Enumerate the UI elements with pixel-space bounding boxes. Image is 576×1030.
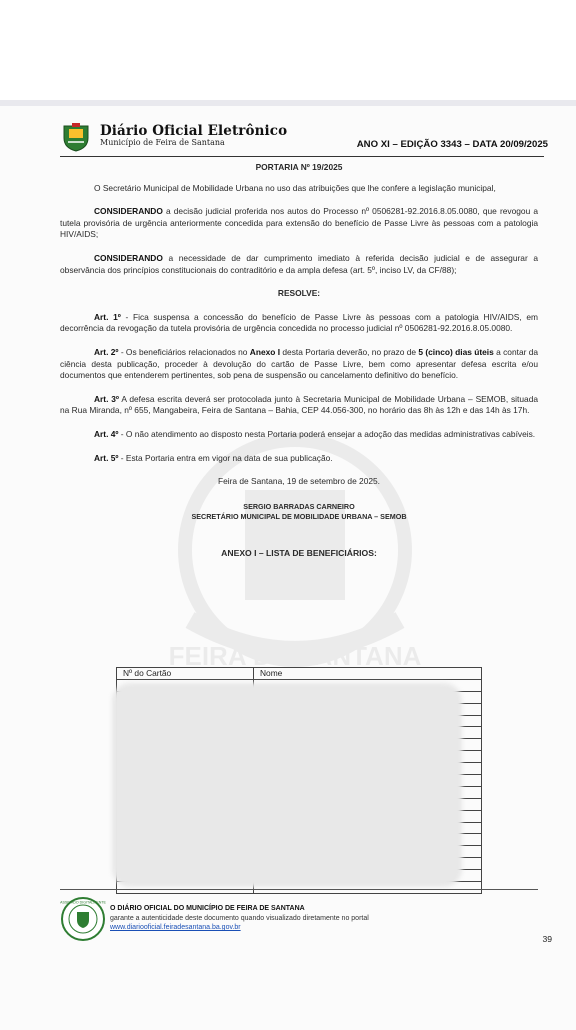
article-2-text-c: a contar da ciência desta publicação, proceder à devolução do cartão de Passe Livre, bem como apresentar defesa escrita e/ou documentos que entenderem pertinentes, sob pena de suspensão ou cancelamento definitivo do benefício. <box>60 346 539 381</box>
digital-signature-seal-icon <box>60 896 106 942</box>
viewer-top-area <box>0 0 576 100</box>
annex-title: ANEXO I – LISTA DE BENEFICIÁRIOS: <box>221 547 377 558</box>
watermark-text: FEIRA DE SANTANA <box>168 641 422 671</box>
gazette-title: Diário Oficial Eletrônico <box>100 123 288 139</box>
city-crest-icon <box>60 120 92 152</box>
table-header-row <box>117 668 482 680</box>
gazette-subtitle: Município de Feira de Santana <box>100 138 225 147</box>
column-header-name: Nome <box>254 668 482 680</box>
page-number: 39 <box>542 934 552 944</box>
seal-text: ASSINADO DIGITALMENTE <box>60 900 106 905</box>
article-5-text: - Esta Portaria entra em vigor na data de sua publicação. <box>118 452 333 463</box>
gazette-brand <box>100 123 287 147</box>
considerando-1-lead: CONSIDERANDO <box>94 206 163 217</box>
article-5-lead: Art. 5º <box>94 452 119 463</box>
footer-rule <box>60 889 538 890</box>
considerando-2-text: a necessidade de dar cumprimento imediato à referida decisão judicial e de assegurar a observância dos princípios constitucionais do contraditório e da ampla defesa (art. 5º, inciso LV, da CF/88); <box>60 252 538 275</box>
footer-notice <box>110 904 369 933</box>
signer-name: SERGIO BARRADAS CARNEIRO <box>243 501 355 511</box>
resolve-heading: RESOLVE: <box>277 288 321 299</box>
article-3-lead: Art. 3º <box>94 393 119 404</box>
considerando-1-text: a decisão judicial proferida nos autos do Processo nº 0506281-92.2016.8.05.0080, que revogou a tutela provisória de urgência anteriormente concedida para extensão do benefício de Passe Livre às pessoas com a patologia HIV/AIDS; <box>60 206 538 240</box>
article-2-text-a: - Os beneficiários relacionados no <box>118 346 250 357</box>
article-2-text-b: desta Portaria deverão, no prazo de <box>280 346 419 357</box>
column-header-card-number: Nº do Cartão <box>117 668 254 680</box>
footer-title: O DIÁRIO OFICIAL DO MUNICÍPIO DE FEIRA DE SANTANA <box>110 905 305 912</box>
intro-paragraph: O Secretário Municipal de Mobilidade Urbana no uso das atribuições que lhe confere a legislação municipal, <box>94 182 496 193</box>
edition-info: ANO XI – EDIÇÃO 3343 – DATA 20/09/2025 <box>356 139 548 150</box>
article-2-lead: Art. 2º <box>94 346 119 357</box>
article-1-lead: Art. 1º <box>94 311 121 322</box>
header-rule <box>60 156 544 157</box>
article-2 <box>60 347 538 382</box>
portal-link[interactable]: www.diariooficial.feiradesantana.ba.gov.br <box>110 924 241 931</box>
article-4 <box>60 429 538 441</box>
article-1 <box>60 312 538 335</box>
article-3 <box>60 394 538 417</box>
gazette-header <box>60 118 548 156</box>
considerando-2 <box>60 253 538 276</box>
article-1-text: - Fica suspensa a concessão do benefício de Passe Livre às pessoas com a patologia HIV/AIDS, em decorrência da revogação da tutela provisória de urgência concedida no processo judicial nº 0506281-92.2016.8.05.0080. <box>60 311 538 334</box>
signature-block <box>60 502 538 522</box>
article-2-deadline: 5 (cinco) dias úteis <box>418 346 494 357</box>
article-5 <box>60 453 538 465</box>
article-4-text: - O não atendimento ao disposto nesta Portaria poderá ensejar a adoção das medidas administrativas cabíveis. <box>118 428 536 439</box>
article-4-lead: Art. 4º <box>94 428 119 439</box>
redaction-blur <box>112 683 462 887</box>
document-body <box>60 162 538 559</box>
place-date: Feira de Santana, 19 de setembro de 2025. <box>217 476 381 487</box>
considerando-1 <box>60 206 538 241</box>
article-3-text: A defesa escrita deverá ser protocolada junto à Secretaria Municipal de Mobilidade Urbana – SEMOB, situada na Rua Miranda, nº 655, Mangabeira, Feira de Santana – Bahia, CEP 44.056-300, no horário das 8h às 12h e das 14h às 17h. <box>60 393 539 416</box>
footer-line: garante a autenticidade deste documento quando visualizado diretamente no portal <box>110 914 369 922</box>
signer-role: SECRETÁRIO MUNICIPAL DE MOBILIDADE URBANA – SEMOB <box>191 511 407 521</box>
considerando-2-lead: CONSIDERANDO <box>94 252 163 263</box>
article-2-annex-ref: Anexo I <box>249 346 281 357</box>
ordinance-title: PORTARIA Nº 19/2025 <box>255 162 343 172</box>
